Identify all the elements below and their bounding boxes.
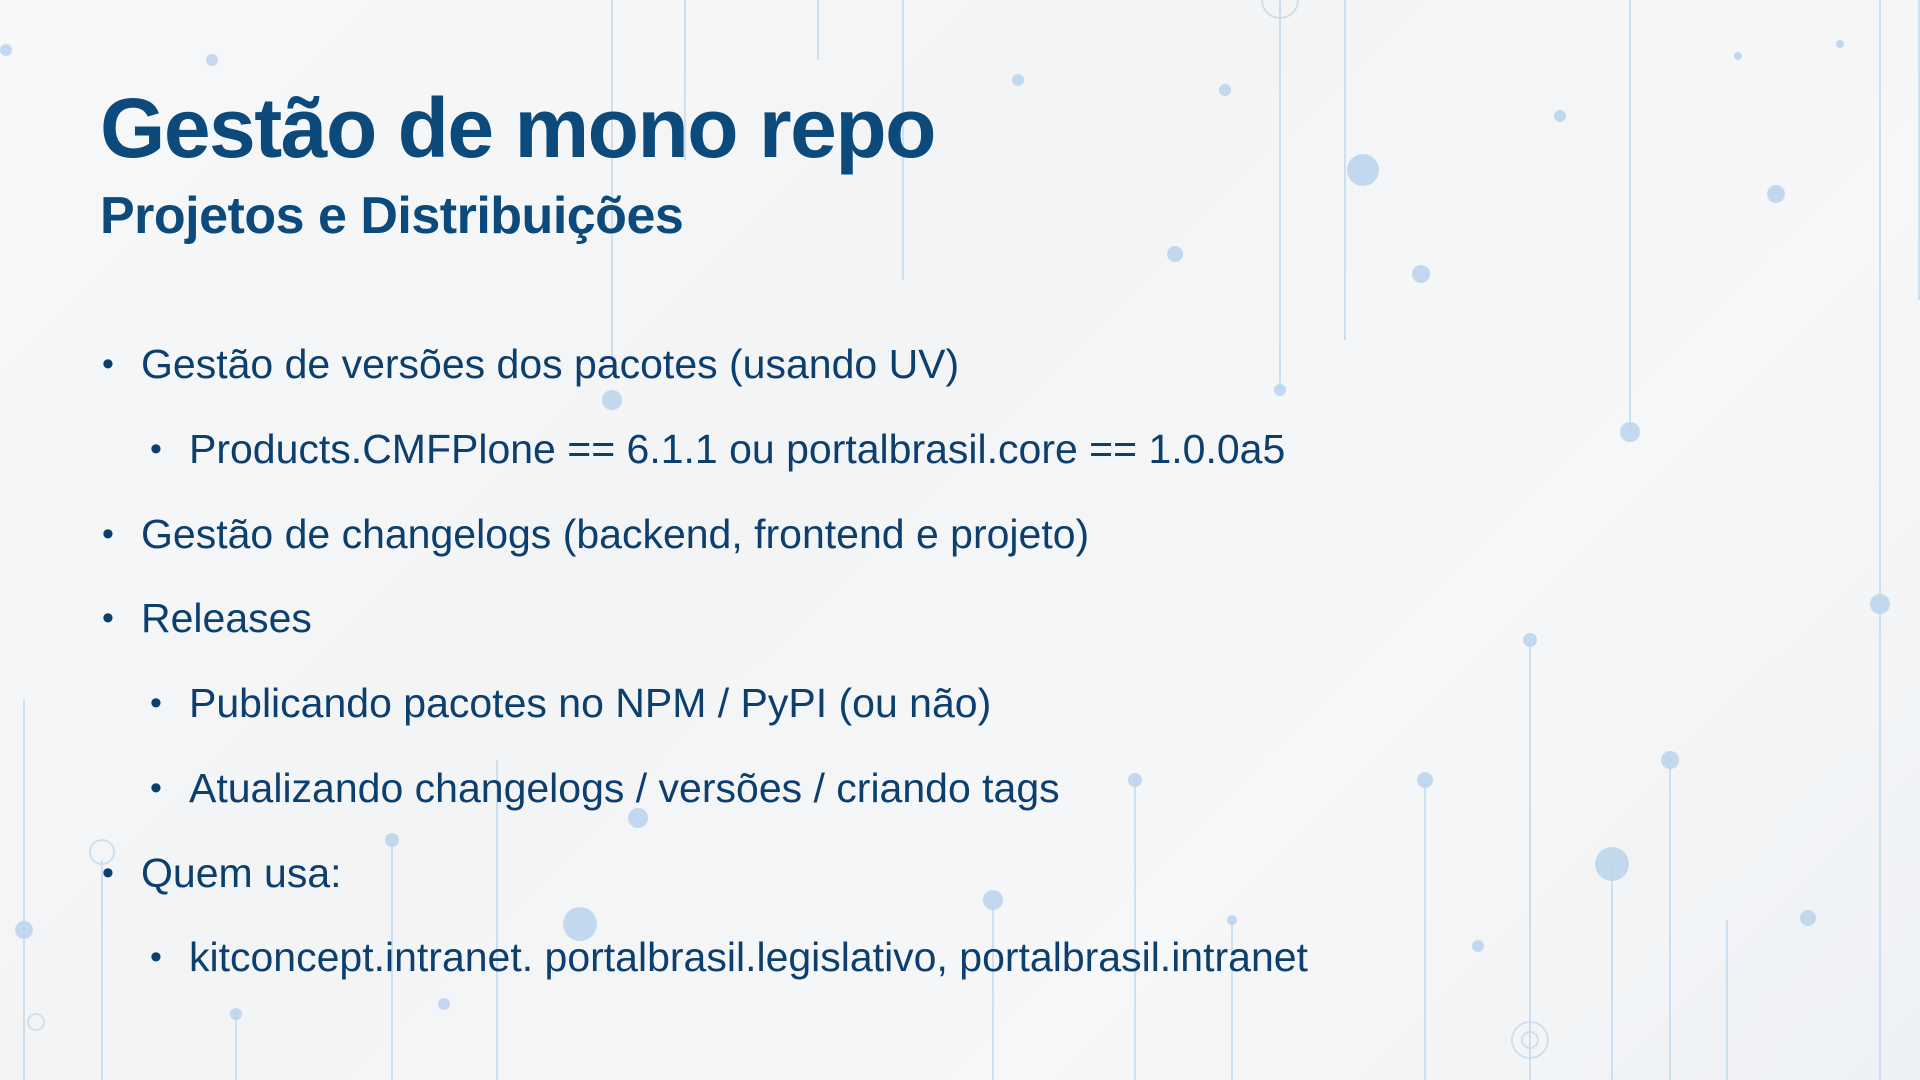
slide-subtitle: Projetos e Distribuições (100, 187, 684, 245)
bullet-text: Releases (141, 595, 312, 641)
list-item (102, 595, 312, 641)
bullet-dot: • (102, 854, 114, 892)
bullet-dot: • (150, 938, 162, 976)
bullet-text: Atualizando changelogs / versões / criando tags (189, 765, 1060, 811)
bullet-dot: • (150, 430, 162, 468)
list-item (102, 511, 1090, 557)
bullet-text: Gestão de versões dos pacotes (usando UV) (141, 341, 960, 387)
list-item (150, 680, 992, 726)
bullet-text: kitconcept.intranet. portalbrasil.legislativo, portalbrasil.intranet (189, 934, 1308, 980)
list-item (102, 341, 960, 387)
bullet-text: Gestão de changelogs (backend, frontend e projeto) (141, 511, 1090, 557)
slide-title: Gestão de mono repo (100, 81, 935, 175)
bullet-text: Quem usa: (141, 850, 342, 896)
list-item (150, 765, 1060, 811)
bullet-dot: • (102, 345, 114, 383)
list-item (150, 934, 1308, 980)
bullet-dot: • (102, 515, 114, 553)
bullet-text: Publicando pacotes no NPM / PyPI (ou não) (189, 680, 992, 726)
bullet-dot: • (150, 769, 162, 807)
bullet-dot: • (102, 599, 114, 637)
list-item (102, 850, 342, 896)
bullet-text: Products.CMFPlone == 6.1.1 ou portalbrasil.core == 1.0.0a5 (189, 426, 1286, 472)
list-item (150, 426, 1286, 472)
bullet-dot: • (150, 684, 162, 722)
